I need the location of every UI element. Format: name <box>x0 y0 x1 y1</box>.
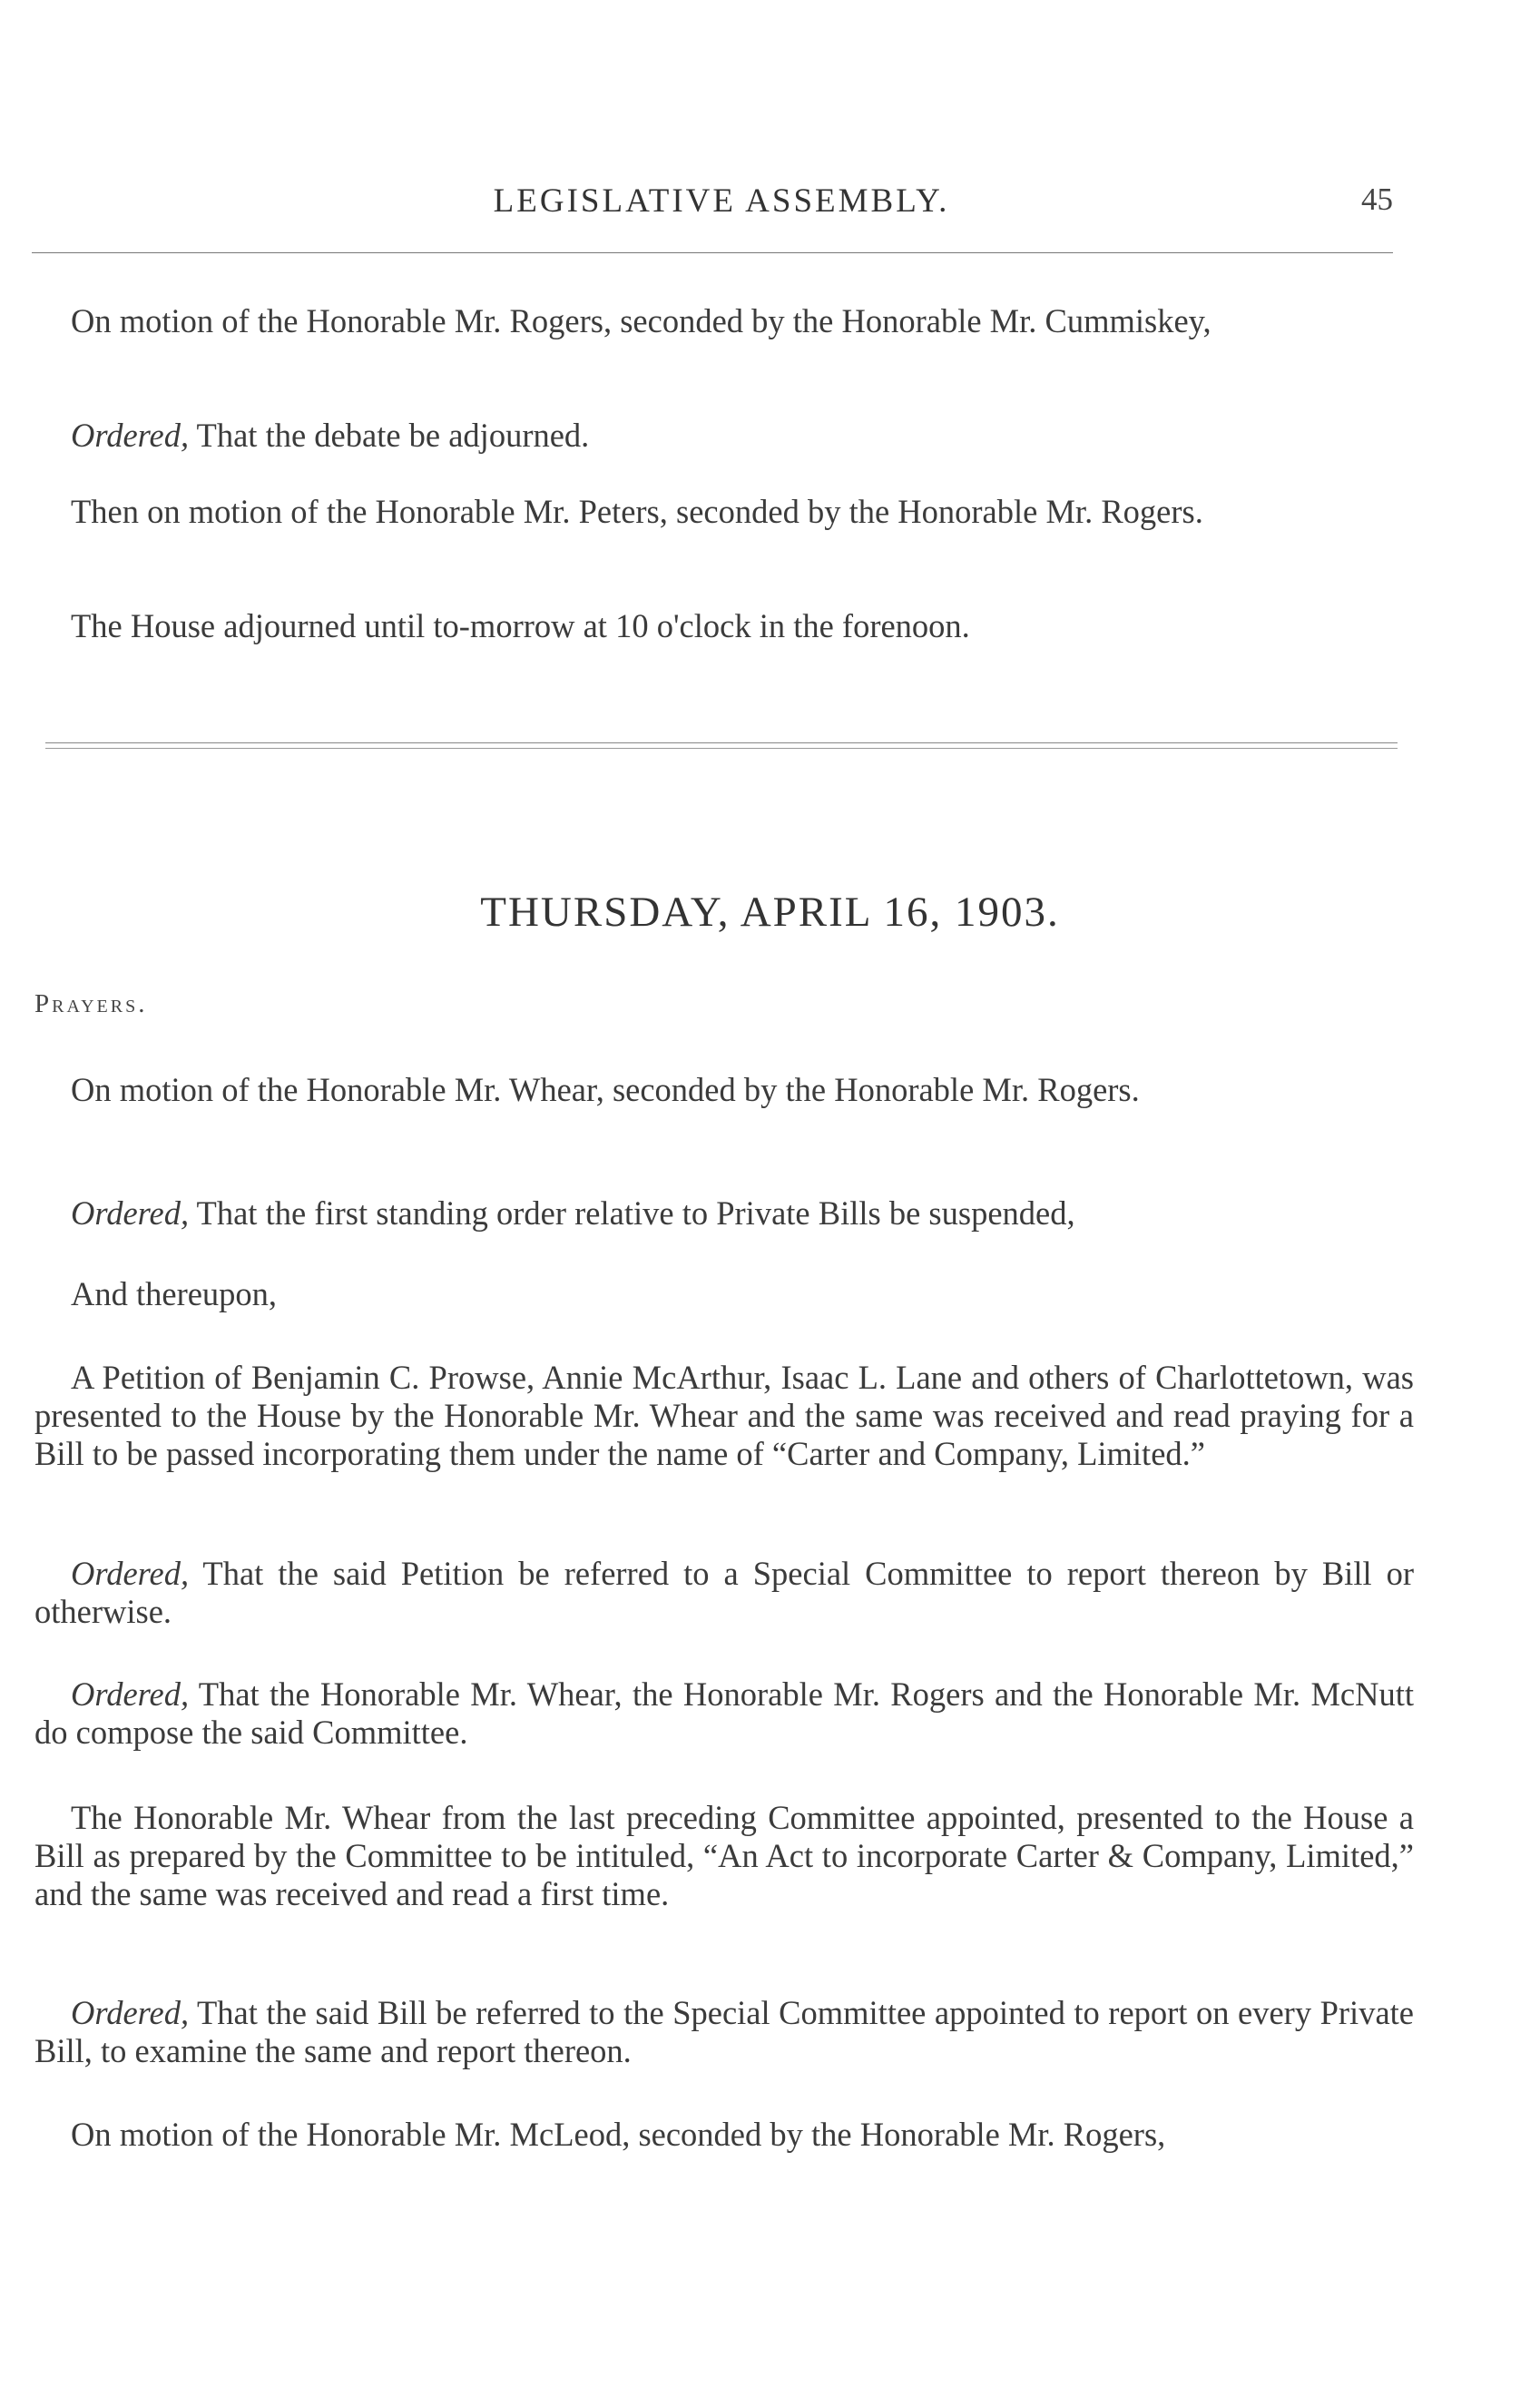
paragraph-text: On motion of the Honorable Mr. McLeod, seconded by the Honorable Mr. Rogers, <box>71 2116 1166 2153</box>
paragraph-motion-mcleod <box>34 2116 1414 2154</box>
paragraph-ordered-committee <box>34 1675 1414 1752</box>
paragraph-ordered-referred <box>34 1555 1414 1631</box>
paragraph-house-adjourned <box>34 607 1414 645</box>
paragraph-text: That the said Petition be referred to a Special Committee to report thereon by Bill or otherwise. <box>34 1555 1414 1630</box>
paragraph-text: Then on motion of the Honorable Mr. Peters, seconded by the Honorable Mr. Rogers. <box>71 493 1203 530</box>
running-head <box>50 182 1393 236</box>
paragraph-motion-peters <box>34 493 1414 531</box>
paragraph-text: The House adjourned until to-morrow at 10 o'clock in the forenoon. <box>71 607 970 644</box>
paragraph-text: A Petition of Benjamin C. Prowse, Annie McArthur, Isaac L. Lane and others of Charlottetown, was presented to the House by the Honorable Mr. Whear and the same was received and read praying for a Bill to be passed incorporating them under the name of “Carter and Company, Limited.” <box>34 1359 1414 1472</box>
paragraph-text: That the Honorable Mr. Whear, the Honorable Mr. Rogers and the Honorable Mr. McNutt do compose the said Committee. <box>34 1675 1414 1751</box>
paragraph-bill-presented <box>34 1799 1414 1913</box>
paragraph-motion-whear <box>34 1071 1414 1109</box>
paragraph-lead: Ordered, <box>71 1675 190 1713</box>
paragraph-text: On motion of the Honorable Mr. Rogers, seconded by the Honorable Mr. Cummiskey, <box>71 302 1211 339</box>
paragraph-ordered-adjourned <box>34 417 1414 455</box>
paragraph-thereupon <box>34 1275 1414 1313</box>
paragraph-lead: Ordered, <box>71 1994 190 2031</box>
date-heading: THURSDAY, APRIL 16, 1903. <box>480 889 1060 936</box>
paragraph-text: And thereupon, <box>71 1275 278 1312</box>
paragraph-motion-rogers <box>34 302 1414 340</box>
paragraph-text: That the said Bill be referred to the Special Committee appointed to report on every Private Bill, to examine the same and report thereon. <box>34 1994 1414 2069</box>
paragraph-text: On motion of the Honorable Mr. Whear, seconded by the Honorable Mr. Rogers. <box>71 1071 1140 1108</box>
running-title: LEGISLATIVE ASSEMBLY. <box>493 182 950 220</box>
section-divider <box>45 742 1398 749</box>
paragraph-lead: Ordered, <box>71 417 190 454</box>
paragraph-text: That the first standing order relative to Private Bills be suspended, <box>189 1194 1075 1232</box>
page-number: 45 <box>1361 182 1393 217</box>
paragraph-petition <box>34 1359 1414 1473</box>
prayers-label: Prayers. <box>34 989 148 1018</box>
paragraph-text: That the debate be adjourned. <box>189 417 590 454</box>
paragraph-lead: Ordered, <box>71 1555 190 1592</box>
paragraph-text: The Honorable Mr. Whear from the last preceding Committee appointed, presented to the House a Bill as prepared by the Committee to be intituled, “An Act to incorporate Carter & Company, Limited,” and the same was received and read a first time. <box>34 1799 1414 1912</box>
paragraph-lead: Ordered, <box>71 1194 190 1232</box>
paragraph-ordered-bill-referred <box>34 1994 1414 2070</box>
paragraph-ordered-suspended <box>34 1194 1414 1233</box>
header-rule <box>32 252 1393 253</box>
